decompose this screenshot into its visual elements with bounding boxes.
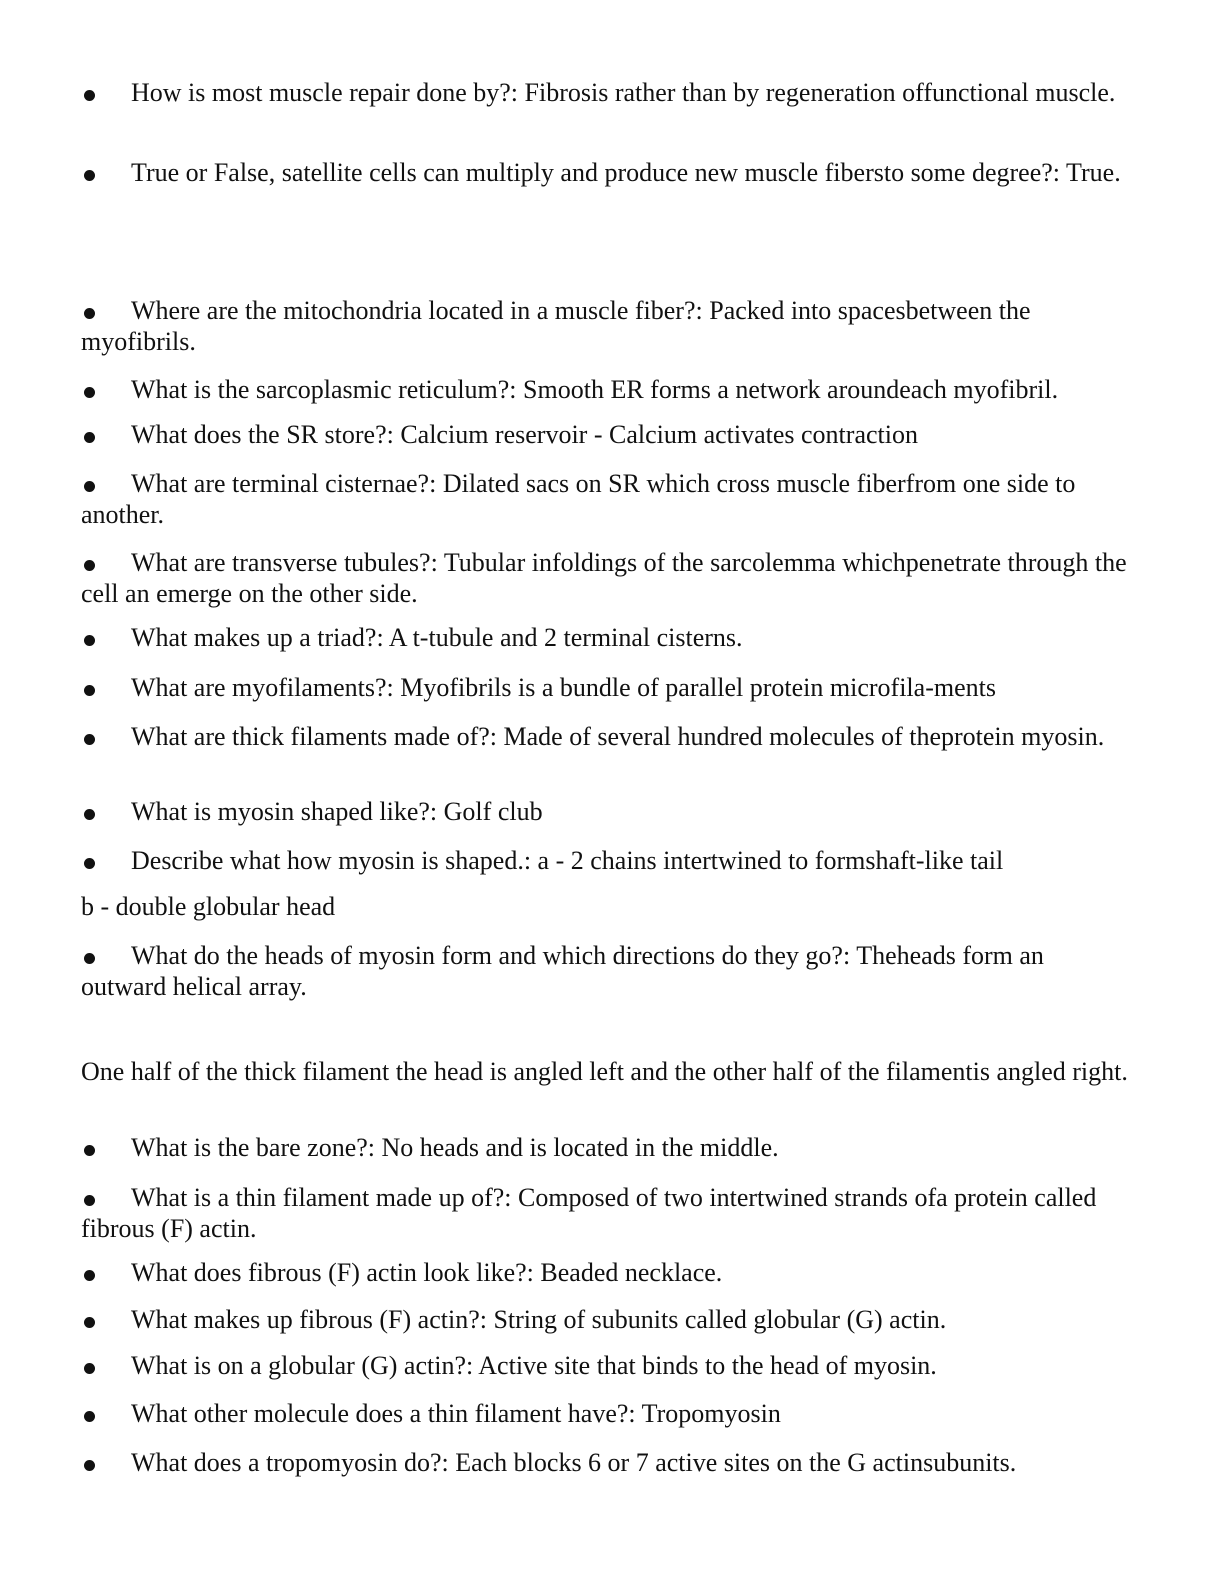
list-item xyxy=(81,1398,1131,1429)
list-item xyxy=(81,295,1131,357)
list-item xyxy=(81,845,1131,876)
item-text: True or False, satellite cells can multiply and produce new muscle fibersto some degree?: True. xyxy=(131,158,1121,187)
list-item xyxy=(81,1182,1131,1244)
item-text: Where are the mitochondria located in a muscle fiber?: Packed into spacesbetween the myofibrils. xyxy=(81,296,1031,356)
list-item xyxy=(81,1304,1131,1335)
item-text: What do the heads of myosin form and which directions do they go?: Theheads form an outward helical array. xyxy=(81,941,1044,1001)
item-text: What is a thin filament made up of?: Composed of two intertwined strands ofa protein called fibrous (F) actin. xyxy=(81,1183,1097,1243)
item-text: What other molecule does a thin filament have?: Tropomyosin xyxy=(131,1399,781,1428)
item-text: What makes up a triad?: A t-tubule and 2 terminal cisterns. xyxy=(131,623,743,652)
item-text: What does a tropomyosin do?: Each blocks 6 or 7 active sites on the G actinsubunits. xyxy=(131,1448,1017,1477)
item-text: What are transverse tubules?: Tubular infoldings of the sarcolemma whichpenetrate through the cell an emerge on the other side. xyxy=(81,548,1127,608)
list-item xyxy=(81,796,1131,827)
item-text: b - double globular head xyxy=(81,892,336,921)
item-text: What are myofilaments?: Myofibrils is a bundle of parallel protein microfila-ments xyxy=(131,673,996,702)
list-item xyxy=(81,721,1131,752)
list-item xyxy=(81,622,1131,653)
list-item xyxy=(81,1132,1131,1163)
list-item xyxy=(81,1350,1131,1381)
list-item xyxy=(81,77,1131,108)
item-text: What is myosin shaped like?: Golf club xyxy=(131,797,543,826)
item-text: What makes up fibrous (F) actin?: String of subunits called globular (G) actin. xyxy=(131,1305,947,1334)
list-item xyxy=(81,468,1131,530)
list-item xyxy=(81,940,1131,1002)
item-text: What is the bare zone?: No heads and is located in the middle. xyxy=(131,1133,779,1162)
paragraph-text: One half of the thick filament the head is angled left and the other half of the filamentis angled right. xyxy=(81,1057,1128,1086)
item-text: What is the sarcoplasmic reticulum?: Smooth ER forms a network aroundeach myofibril. xyxy=(131,375,1059,404)
list-item xyxy=(81,1257,1131,1288)
item-text: What are thick filaments made of?: Made of several hundred molecules of theprotein myosin. xyxy=(131,722,1105,751)
list-item xyxy=(81,419,1131,450)
list-item xyxy=(81,1447,1131,1478)
item-text: What does fibrous (F) actin look like?: Beaded necklace. xyxy=(131,1258,723,1287)
list-item xyxy=(81,157,1131,188)
item-text: What are terminal cisternae?: Dilated sacs on SR which cross muscle fiberfrom one side to another. xyxy=(81,469,1076,529)
list-item xyxy=(81,547,1131,609)
item-text: How is most muscle repair done by?: Fibrosis rather than by regeneration offunctional muscle. xyxy=(131,78,1116,107)
item-text: What does the SR store?: Calcium reservoir - Calcium activates contraction xyxy=(131,420,918,449)
list-item xyxy=(81,672,1131,703)
list-continuation xyxy=(81,891,1131,922)
paragraph xyxy=(81,1056,1131,1087)
list-item xyxy=(81,374,1131,405)
item-text: Describe what how myosin is shaped.: a - 2 chains intertwined to formshaft-like tail xyxy=(131,846,1004,875)
item-text: What is on a globular (G) actin?: Active site that binds to the head of myosin. xyxy=(131,1351,937,1380)
